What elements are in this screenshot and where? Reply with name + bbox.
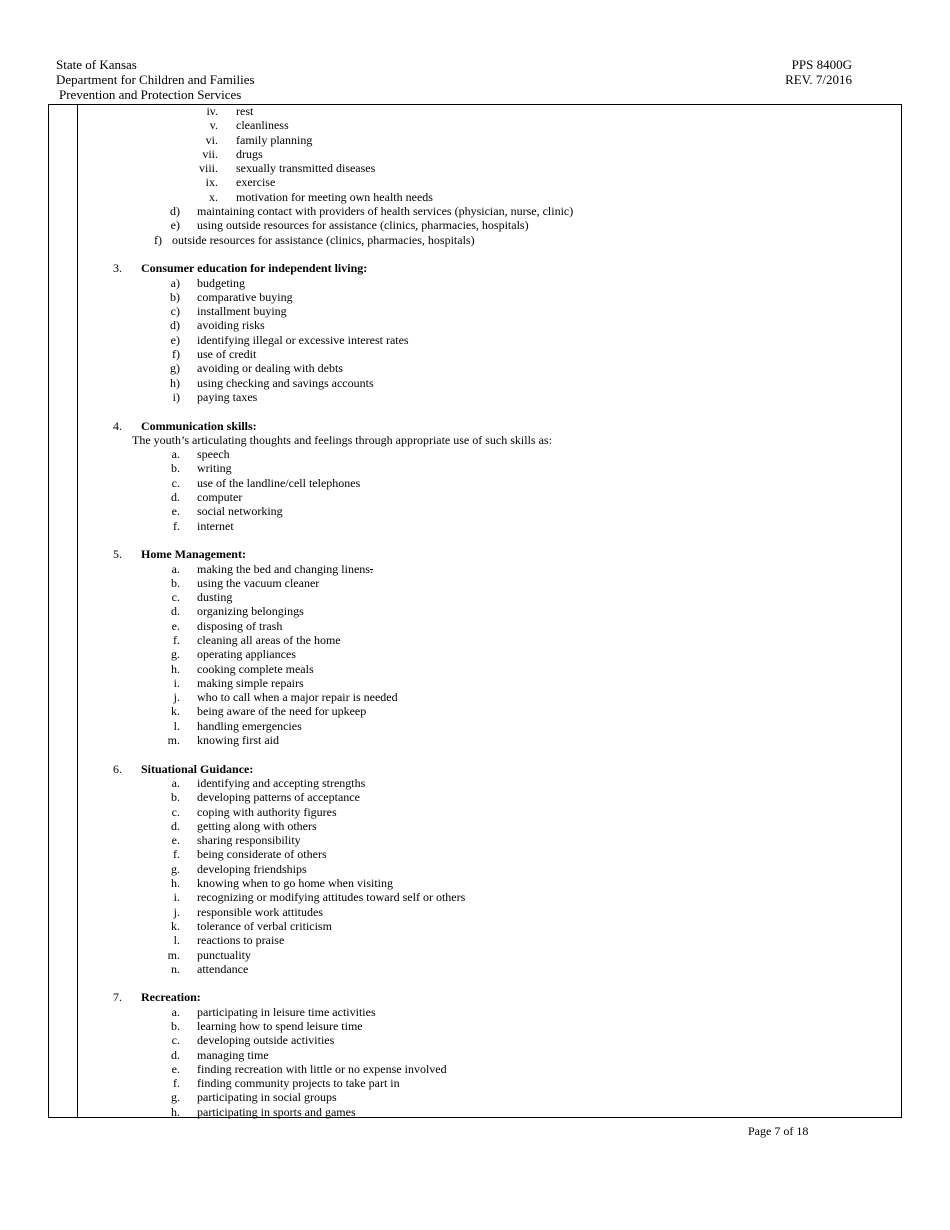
list-item-text: developing outside activities <box>197 1033 335 1048</box>
list-item-text: recognizing or modifying attitudes toward self or others <box>197 890 466 905</box>
list-item-text: writing <box>197 461 232 476</box>
list-item-text: attendance <box>197 961 249 976</box>
section-heading-marker: 3. <box>113 261 122 276</box>
list-item <box>0 847 900 861</box>
list-item <box>0 1105 900 1119</box>
header-right <box>785 57 852 87</box>
list-item <box>0 1062 900 1076</box>
list-item <box>0 461 900 475</box>
section-heading-text: Situational Guidance: <box>141 761 254 776</box>
list-item <box>0 905 900 919</box>
list-item-marker: a. <box>171 1004 180 1019</box>
list-item <box>0 304 900 318</box>
list-item-marker: h. <box>171 1104 180 1119</box>
list-item-marker: b. <box>171 790 180 805</box>
roman-item-text: rest <box>236 104 254 118</box>
list-item <box>0 633 900 647</box>
list-item-marker: h. <box>171 661 180 676</box>
list-item <box>0 833 900 847</box>
list-item-text: using the vacuum cleaner <box>197 575 320 590</box>
list-item-text: disposing of trash <box>197 618 283 633</box>
list-item <box>0 204 900 218</box>
list-item-marker: c. <box>171 475 180 490</box>
list-item <box>0 776 900 790</box>
list-item-marker: d) <box>170 318 180 333</box>
list-item-marker: f. <box>173 1076 180 1091</box>
list-item-text: responsible work attitudes <box>197 904 323 919</box>
list-item <box>0 662 900 676</box>
list-item <box>0 347 900 361</box>
list-item-marker: e. <box>171 1061 180 1076</box>
section-heading <box>0 261 900 275</box>
list-item-marker: l. <box>173 933 180 948</box>
roman-item-marker: vii. <box>202 146 218 161</box>
list-item <box>0 590 900 604</box>
list-item-marker: i. <box>173 675 180 690</box>
list-item <box>0 890 900 904</box>
roman-item <box>0 190 900 204</box>
page-number: Page 7 of 18 <box>748 1124 809 1138</box>
list-item <box>0 361 900 375</box>
list-item <box>0 376 900 390</box>
list-item-text: dusting <box>197 590 233 605</box>
roman-item <box>0 161 900 175</box>
list-item-marker: h. <box>171 876 180 891</box>
list-item-text: being aware of the need for upkeep <box>197 704 367 719</box>
list-item-text: participating in social groups <box>197 1090 337 1105</box>
section-heading-text: Communication skills: <box>141 418 257 433</box>
list-item <box>0 490 900 504</box>
list-item-text: tolerance of verbal criticism <box>197 918 332 933</box>
list-item-marker: m. <box>167 947 180 962</box>
list-item-text: sharing responsibility <box>197 833 301 848</box>
list-item <box>0 476 900 490</box>
list-item <box>0 218 900 232</box>
list-item-marker: d. <box>171 1047 180 1062</box>
list-item-text: knowing first aid <box>197 733 279 748</box>
section-intro-text: The youth’s articulating thoughts and feelings through appropriate use of such skills as: <box>132 432 552 447</box>
list-item-marker: e. <box>171 833 180 848</box>
section-heading <box>0 547 900 561</box>
list-item-text: developing friendships <box>197 861 307 876</box>
list-item <box>0 819 900 833</box>
list-item-marker: g. <box>171 1090 180 1105</box>
list-item-text: using checking and savings accounts <box>197 375 374 390</box>
list-item-marker: h) <box>170 375 180 390</box>
list-item-marker: d. <box>171 490 180 505</box>
header-left <box>56 57 255 102</box>
list-item-text: who to call when a major repair is needed <box>197 690 398 705</box>
list-item-text: developing patterns of acceptance <box>197 790 360 805</box>
list-item-marker: m. <box>167 733 180 748</box>
list-item <box>0 790 900 804</box>
list-item <box>0 862 900 876</box>
roman-item <box>0 118 900 132</box>
list-item-text: speech <box>197 447 230 462</box>
roman-item <box>0 104 900 118</box>
section-heading-text: Home Management: <box>141 547 246 562</box>
list-item-marker: l. <box>173 718 180 733</box>
list-item <box>0 1048 900 1062</box>
list-item <box>0 948 900 962</box>
header-revision: REV. 7/2016 <box>785 72 852 87</box>
list-item-marker: e) <box>170 332 180 347</box>
section-heading <box>0 990 900 1004</box>
list-item-text: internet <box>197 518 234 533</box>
roman-item-text: motivation for meeting own health needs <box>236 189 433 204</box>
roman-item-text: sexually transmitted diseases <box>236 161 376 176</box>
roman-item-marker: viii. <box>198 161 218 176</box>
list-item <box>0 447 900 461</box>
list-item-marker: b. <box>171 575 180 590</box>
list-item-text: use of credit <box>197 347 257 362</box>
list-item <box>0 647 900 661</box>
list-item-text: learning how to spend leisure time <box>197 1019 363 1033</box>
list-item-text: managing time <box>197 1047 269 1062</box>
roman-item-text: family planning <box>236 132 313 147</box>
list-item-marker: e) <box>170 218 180 233</box>
list-item-text: getting along with others <box>197 818 317 833</box>
list-item <box>0 1090 900 1104</box>
list-item <box>0 690 900 704</box>
list-item <box>0 504 900 518</box>
list-item-marker: d. <box>171 604 180 619</box>
list-item <box>0 719 900 733</box>
list-item-struck-text: . <box>369 561 373 576</box>
list-item <box>0 519 900 533</box>
list-item-text: coping with authority figures <box>197 804 337 819</box>
list-item-text: reactions to praise <box>197 933 285 948</box>
list-item-text: cleaning all areas of the home <box>197 632 341 647</box>
list-item-marker: f) <box>154 232 162 247</box>
list-item <box>0 276 900 290</box>
list-item-marker: a. <box>171 775 180 790</box>
roman-item <box>0 133 900 147</box>
list-item-text: organizing belongings <box>197 604 304 619</box>
section-heading-text: Recreation: <box>141 990 201 1005</box>
list-item <box>0 576 900 590</box>
list-item-text: cooking complete meals <box>197 661 314 676</box>
list-item-text: installment buying <box>197 304 287 319</box>
roman-item-text: exercise <box>236 175 276 190</box>
list-item-text: maintaining contact with providers of health services (physician, nurse, clinic) <box>197 204 574 219</box>
list-item-text: paying taxes <box>197 389 258 404</box>
list-item <box>0 919 900 933</box>
roman-item-marker: x. <box>209 189 218 204</box>
list-item <box>0 704 900 718</box>
section-heading-marker: 5. <box>113 547 122 562</box>
list-item <box>0 1005 900 1019</box>
roman-item-marker: iv. <box>206 104 218 118</box>
roman-item-text: drugs <box>236 146 263 161</box>
list-item <box>0 290 900 304</box>
list-item-marker: c) <box>170 304 180 319</box>
list-item-text: avoiding or dealing with debts <box>197 361 343 376</box>
roman-item-marker: ix. <box>205 175 218 190</box>
list-item-text: knowing when to go home when visiting <box>197 876 393 891</box>
list-item-text: making simple repairs <box>197 675 304 690</box>
list-item-text: budgeting <box>197 275 245 290</box>
list-item-marker: e. <box>171 618 180 633</box>
roman-item-marker: vi. <box>205 132 218 147</box>
list-item <box>0 1019 900 1033</box>
list-item-marker: g) <box>170 361 180 376</box>
list-item-marker: f. <box>173 518 180 533</box>
list-item <box>0 733 900 747</box>
list-item-marker: c. <box>171 1033 180 1048</box>
section-heading <box>0 762 900 776</box>
list-item-marker: a. <box>171 447 180 462</box>
section-intro <box>0 433 900 447</box>
list-item-marker: f) <box>172 347 180 362</box>
list-item <box>0 619 900 633</box>
list-item <box>0 390 900 404</box>
list-item-text: handling emergencies <box>197 718 302 733</box>
list-item-marker: c. <box>171 590 180 605</box>
section-heading-marker: 6. <box>113 761 122 776</box>
list-item-marker: g. <box>171 647 180 662</box>
section-heading <box>0 419 900 433</box>
list-item-text: outside resources for assistance (clinics, pharmacies, hospitals) <box>172 232 475 247</box>
list-item <box>0 962 900 976</box>
list-item-marker: k. <box>171 704 180 719</box>
list-item-marker: a) <box>170 275 180 290</box>
list-item-text: comparative buying <box>197 289 293 304</box>
list-item <box>0 1033 900 1047</box>
list-item-text: use of the landline/cell telephones <box>197 475 361 490</box>
list-item <box>0 604 900 618</box>
list-item-marker: j. <box>173 904 180 919</box>
list-item <box>0 562 900 576</box>
list-item-marker: b. <box>171 1019 180 1033</box>
list-item <box>0 933 900 947</box>
section-heading-text: Consumer education for independent living: <box>141 261 368 276</box>
list-item-text: identifying illegal or excessive interest rates <box>197 332 409 347</box>
list-item <box>0 333 900 347</box>
list-item-text: participating in sports and games <box>197 1104 356 1119</box>
list-item-marker: a. <box>171 561 180 576</box>
list-item <box>0 676 900 690</box>
list-item-text: being considerate of others <box>197 847 327 862</box>
list-item-text: operating appliances <box>197 647 296 662</box>
list-item-text: using outside resources for assistance (clinics, pharmacies, hospitals) <box>197 218 529 233</box>
list-item-marker: i. <box>173 890 180 905</box>
document-body <box>0 104 900 1119</box>
list-item-text: making the bed and changing linens <box>197 561 370 576</box>
list-item-marker: e. <box>171 504 180 519</box>
list-item-text: social networking <box>197 504 283 519</box>
list-item-marker: c. <box>171 804 180 819</box>
list-item-marker: i) <box>172 389 180 404</box>
header-division: Prevention and Protection Services <box>59 87 242 102</box>
list-item-marker: f. <box>173 632 180 647</box>
list-item <box>0 233 900 247</box>
list-item-text: identifying and accepting strengths <box>197 775 366 790</box>
list-item-marker: j. <box>173 690 180 705</box>
section-heading-marker: 7. <box>113 990 122 1005</box>
header-form-number: PPS 8400G <box>791 57 852 72</box>
list-item <box>0 318 900 332</box>
list-item-marker: d. <box>171 818 180 833</box>
header-department: Department for Children and Families <box>56 72 255 87</box>
roman-item-marker: v. <box>209 118 218 133</box>
list-item-marker: f. <box>173 847 180 862</box>
section-heading-marker: 4. <box>113 418 122 433</box>
roman-item <box>0 175 900 189</box>
header-state: State of Kansas <box>56 57 137 72</box>
list-item-marker: d) <box>170 204 180 219</box>
roman-item-text: cleanliness <box>236 118 289 133</box>
list-item-text: punctuality <box>197 947 251 962</box>
roman-item <box>0 147 900 161</box>
list-item-text: computer <box>197 490 243 505</box>
list-item-text: avoiding risks <box>197 318 265 333</box>
list-item-text: finding community projects to take part in <box>197 1076 400 1091</box>
list-item <box>0 1076 900 1090</box>
list-item <box>0 805 900 819</box>
list-item-text: participating in leisure time activities <box>197 1004 376 1019</box>
list-item-marker: g. <box>171 861 180 876</box>
list-item-text: finding recreation with little or no expense involved <box>197 1061 447 1076</box>
list-item-marker: b) <box>170 289 180 304</box>
list-item <box>0 876 900 890</box>
list-item-marker: k. <box>171 918 180 933</box>
list-item-marker: n. <box>171 961 180 976</box>
list-item-marker: b. <box>171 461 180 476</box>
